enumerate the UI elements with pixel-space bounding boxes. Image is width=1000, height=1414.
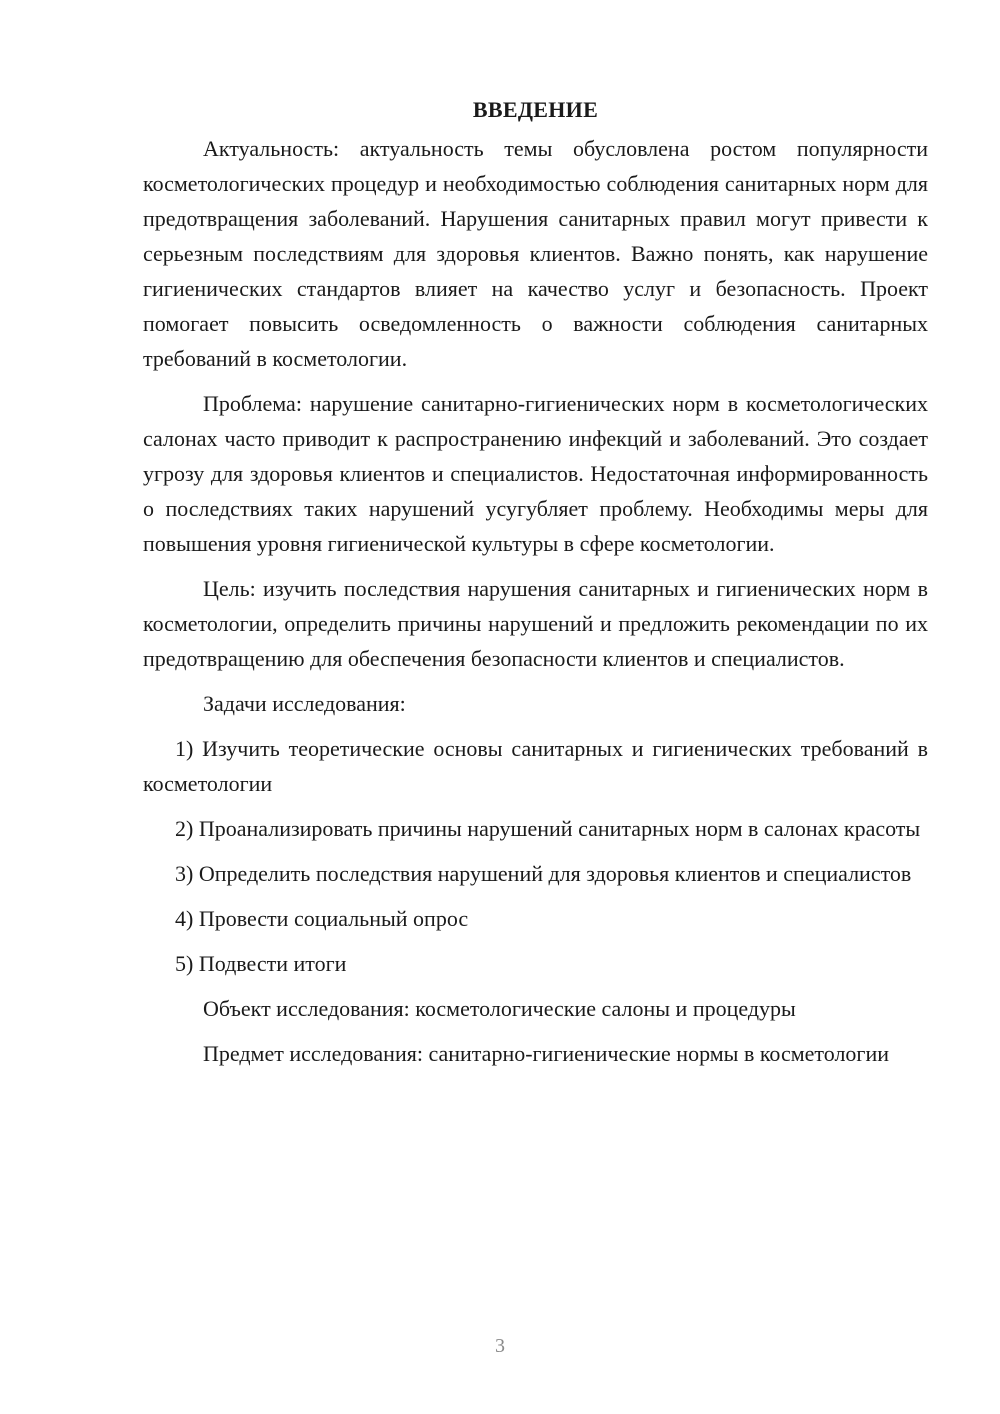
page-number: 3 [495,1335,505,1357]
task-item-1: 1) Изучить теоретические основы санитарных и гигиенических требований в косметологии [143,736,928,796]
task-item-2: 2) Проанализировать причины нарушений санитарных норм в салонах красоты [175,816,921,841]
page-content [143,92,928,1071]
goal-paragraph: Цель: изучить последствия нарушения санитарных и гигиенических норм в косметологии, определить причины нарушений и предложить рекомендации по их предотвращению для обеспечения безопасности клиентов и специалистов. [143,576,928,671]
relevance-paragraph: Актуальность: актуальность темы обусловлена ростом популярности косметологических процедур и необходимостью соблюдения санитарных норм для предотвращения заболеваний. Нарушения санитарных правил могут привести к серьезным последствиям для здоровья клиентов. Важно понять, как нарушение гигиенических стандартов влияет на качество услуг и безопасность. Проект помогает повысить осведомленность о важности соблюдения санитарных требований в косметологии. [143,136,928,371]
task-item-3: 3) Определить последствия нарушений для здоровья клиентов и специалистов [175,861,912,886]
problem-paragraph: Проблема: нарушение санитарно-гигиенических норм в косметологических салонах часто приводит к распространению инфекций и заболеваний. Это создает угрозу для здоровья клиентов и специалистов. Недостаточная информированность о последствиях таких нарушений усугубляет проблему. Необходимы меры для повышения уровня гигиенической культуры в сфере косметологии. [143,391,928,556]
task-item-5: 5) Подвести итоги [175,951,347,976]
task-item-4: 4) Провести социальный опрос [175,906,469,931]
research-subject: Предмет исследования: санитарно-гигиенические нормы в косметологии [203,1041,889,1066]
research-object: Объект исследования: косметологические салоны и процедуры [203,996,796,1021]
page-title: ВВЕДЕНИЕ [472,97,599,122]
tasks-heading: Задачи исследования: [203,691,406,716]
